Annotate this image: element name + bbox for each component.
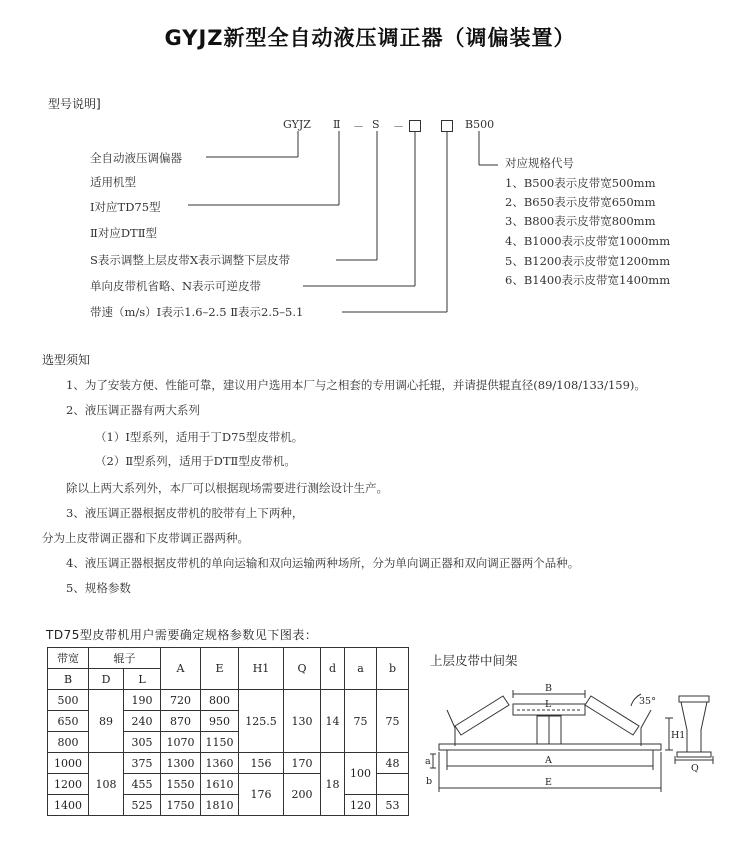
table-cell: 1750 (161, 795, 201, 816)
dim-label-E: E (545, 777, 552, 788)
table-cell: 800 (201, 690, 239, 711)
dim-label-B: B (545, 683, 552, 694)
note-line: 除以上两大系列外，本厂可以根据现场需要进行测绘设计生产。 (66, 481, 388, 495)
dim-label-Q: Q (691, 763, 699, 774)
model-label: 全自动液压调偏器 (90, 151, 182, 165)
page-title: GYJZ新型全自动液压调正器（调偏装置） (164, 26, 576, 50)
model-section-heading: 型号说明] (48, 97, 101, 111)
header-cell: B (48, 669, 89, 690)
spec-item: 4、B1000表示皮带宽1000mm (505, 234, 671, 248)
table-cell: 53 (377, 795, 409, 816)
table-cell: 500 (48, 690, 89, 711)
table-row (48, 690, 409, 711)
table-cell: 176 (239, 774, 284, 816)
dim-label-b: b (426, 776, 433, 787)
dim-label-A: A (545, 755, 552, 766)
table-cell: 525 (124, 795, 161, 816)
table-cell: 1150 (201, 732, 239, 753)
header-cell: d (321, 648, 345, 690)
table-caption: TD75型皮带机用户需要确定规格参数见下图表： (46, 628, 318, 642)
note-line: 5、规格参数 (66, 581, 131, 595)
table-cell: 170 (284, 753, 321, 774)
roller-right (585, 696, 639, 735)
dim-label-angle: 35° (639, 696, 656, 707)
table-cell: 75 (377, 690, 409, 753)
spec-item: 2、B650表示皮带宽650mm (505, 195, 656, 209)
spec-title: 对应规格代号 (505, 156, 574, 170)
table-cell: 125.5 (239, 690, 284, 753)
header-cell: L (124, 669, 161, 690)
header-cell: D (89, 669, 124, 690)
spec-item: 1、B500表示皮带宽500mm (505, 176, 656, 190)
spec-item: 5、B1200表示皮带宽1200mm (505, 254, 671, 268)
model-label: 带速（m/s）Ⅰ表示1.6–2.5 Ⅱ表示2.5–5.1 (90, 305, 304, 319)
table-cell: 190 (124, 690, 161, 711)
table-cell (377, 774, 409, 795)
table-cell: 650 (48, 711, 89, 732)
table-cell: 455 (124, 774, 161, 795)
model-label: 单向皮带机省略、N表示可逆皮带 (90, 279, 262, 293)
header-cell: H1 (239, 648, 284, 690)
note-line: 2、液压调正器有两大系列 (66, 403, 200, 417)
table-cell: 89 (89, 690, 124, 753)
header-cell: A (161, 648, 201, 690)
code-dash: － (393, 120, 404, 133)
table-cell: 1550 (161, 774, 201, 795)
table-cell: 1360 (201, 753, 239, 774)
figure-caption: 上层皮带中间架 (430, 653, 518, 668)
code-width: B500 (465, 118, 495, 131)
table-cell: 375 (124, 753, 161, 774)
table-cell: 48 (377, 753, 409, 774)
dim-label-a: a (425, 756, 431, 767)
table-cell: 1400 (48, 795, 89, 816)
table-cell: 156 (239, 753, 284, 774)
table-cell: 120 (345, 795, 377, 816)
table-cell: 1810 (201, 795, 239, 816)
header-cell: b (377, 648, 409, 690)
table-cell: 305 (124, 732, 161, 753)
table-cell: 720 (161, 690, 201, 711)
header-cell: Q (284, 648, 321, 690)
table-cell: 1200 (48, 774, 89, 795)
table-cell: 800 (48, 732, 89, 753)
table-cell: 1000 (48, 753, 89, 774)
header-cell: 带宽 (48, 648, 89, 669)
code-layer: S (372, 118, 380, 131)
notes-heading: 选型须知 (42, 353, 91, 367)
code-dash: － (353, 120, 364, 133)
code-series: GYJZ (283, 118, 311, 131)
roller-left (455, 696, 509, 735)
note-line: 分为上皮带调正器和下皮带调正器两种。 (42, 531, 249, 545)
table-row (48, 753, 409, 774)
model-label: Ⅰ对应TD75型 (90, 200, 161, 214)
table-cell: 200 (284, 774, 321, 816)
table-header-row (48, 648, 409, 669)
note-line: 4、液压调正器根据皮带机的单向运输和双向运输两种场所，分为单向调正器和双向调正器两个品种。 (66, 556, 580, 570)
note-line: 3、液压调正器根据皮带机的胶带有上下两种， (66, 506, 304, 520)
header-cell: a (345, 648, 377, 690)
spec-item: 3、B800表示皮带宽800mm (505, 214, 656, 228)
header-cell: E (201, 648, 239, 690)
header-cell: 辊子 (89, 648, 161, 669)
table-cell: 1610 (201, 774, 239, 795)
table-cell: 870 (161, 711, 201, 732)
model-label: Ⅱ对应DTⅡ型 (90, 226, 158, 240)
model-label: 适用机型 (90, 175, 136, 189)
table-cell: 18 (321, 753, 345, 816)
table-cell: 950 (201, 711, 239, 732)
note-line: 1、为了安装方便、性能可靠，建议用户选用本厂与之相套的专用调心托辊，并请提供辊直径(89/108/133/159)。 (66, 378, 646, 392)
table-cell: 130 (284, 690, 321, 753)
table-cell: 1300 (161, 753, 201, 774)
note-line: （1）Ⅰ型系列，适用于丁D75型皮带机。 (95, 430, 304, 444)
table-cell: 240 (124, 711, 161, 732)
dim-label-L: L (545, 699, 552, 710)
dim-label-H1: H1 (671, 730, 686, 741)
table-cell: 108 (89, 753, 124, 816)
table-cell: 100 (345, 753, 377, 795)
table-cell: 75 (345, 690, 377, 753)
table-cell: 14 (321, 690, 345, 753)
note-line: （2）Ⅱ型系列，适用于DTⅡ型皮带机。 (95, 454, 296, 468)
spec-item: 6、B1400表示皮带宽1400mm (505, 273, 671, 287)
spec-table (47, 647, 409, 816)
frame-drawing (425, 672, 725, 802)
code-type: Ⅱ (333, 118, 341, 131)
model-label: S表示调整上层皮带X表示调整下层皮带 (90, 253, 291, 267)
table-cell: 1070 (161, 732, 201, 753)
